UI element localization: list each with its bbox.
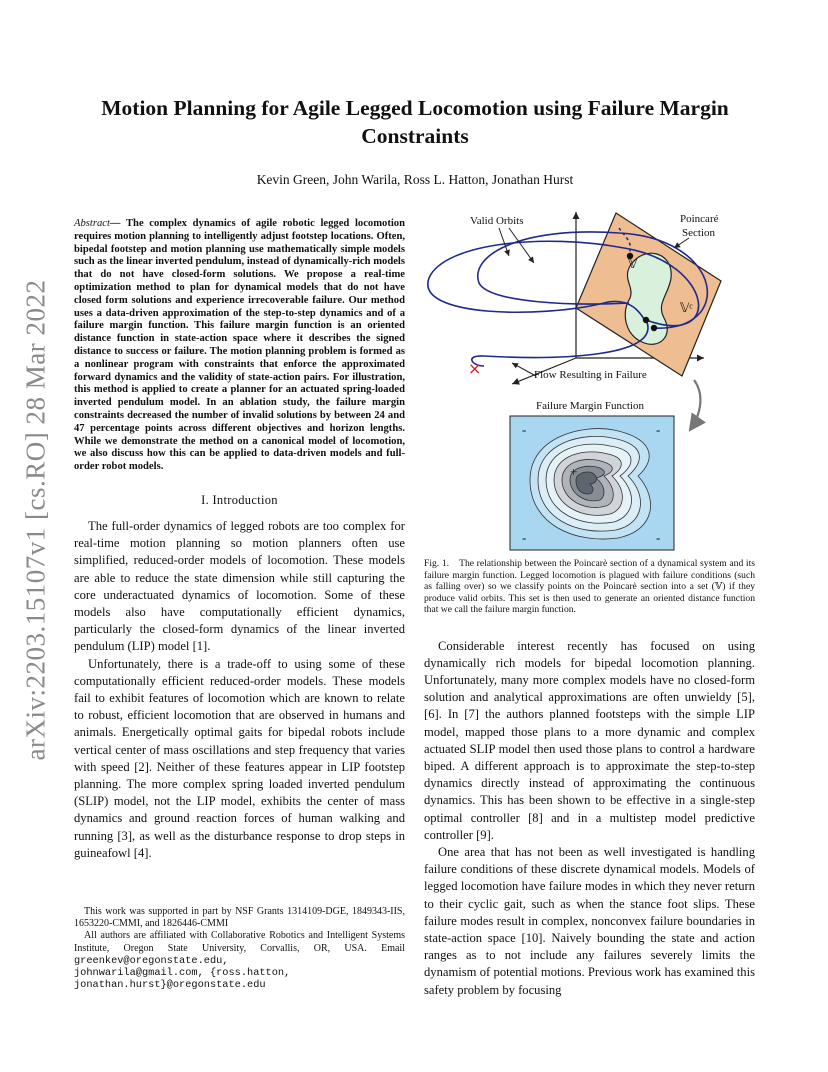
label-fmf: Failure Margin Function <box>536 400 644 412</box>
sign-positive: + <box>570 464 578 479</box>
transform-arrow <box>690 380 700 430</box>
label-poincare: Poincaré <box>680 213 719 225</box>
right-column <box>424 208 755 999</box>
figure-caption <box>424 558 755 616</box>
email-link[interactable]: johnwarila@gmail.com, {ross.hatton, <box>74 967 291 980</box>
footnote <box>74 906 405 991</box>
caption-text: The relationship between the Poincarè section of a dynamical system and its failure margin function. Legged locomotion is plagued with failure conditions (such as falling over) so we classify points on the Poincarè section into a set (𝕍) if they produce valid orbits. This set is then used to generate an oriented distance function that we call the failure margin function. <box>424 558 755 615</box>
failure-flow-arrow <box>512 363 536 376</box>
label-valid-orbits: Valid Orbits <box>470 215 524 227</box>
section-heading-introduction: I. Introduction <box>201 492 278 507</box>
sign-negative: - <box>656 422 661 437</box>
failure-marker: × <box>468 359 482 378</box>
intro-paragraph: The full-order dynamics of legged robots are too complex for real-time motion planning so motion planners often use simplified, reduced-order models of locomotion. These models are able to reduce the state dimension while still capturing the core underactuated dynamics of locomotion. Some of these models also have computationally efficient dynamics, particularly the closed-form dynamics of the linear inverted pendulum (LIP) model [1]. <box>74 518 405 654</box>
orbit-point <box>651 325 657 331</box>
paper-title: Motion Planning for Agile Legged Locomotion using Failure Margin Constraints <box>101 96 729 148</box>
caption-label: Fig. 1. <box>424 558 450 569</box>
right-paragraph: Considerable interest recently has focused on using dynamically rich models for bipedal locomotion planning. Unfortunately, many more complex models have no closed-form solution and analytical approximations are often unwieldy [5], [6]. In [7] the authors planned footsteps with the simple LIP model, mapped those plans to a more dynamic and complex actuated SLIP model then used those plans to control a hardware biped. A different approach is to approximate the step-to-step dynamics directly instead of approximating the continuous dynamics. This has been shown to be effective in a single-step optimal controller [8] and in a multistep model predictive controller [9]. <box>424 638 755 842</box>
email-link[interactable]: jonathan.hurst}@oregonstate.edu <box>74 979 266 992</box>
label-failure-flow: Flow Resulting in Failure <box>534 369 647 381</box>
abstract-lead: Abstract <box>74 218 110 229</box>
sign-negative: - <box>522 530 527 545</box>
left-column <box>74 218 405 862</box>
arxiv-stamp-text: arXiv:2203.15107v1 [cs.RO] 28 Mar 2022 <box>20 279 51 761</box>
label-invalid-set: 𝕍ᶜ <box>680 300 693 315</box>
intro-paragraph: Unfortunately, there is a trade-off to using some of these computationally efficient reduced-order models. These models fail to exhibit features of locomotion which are known to relate to robust, efficient locomotion that are observed in humans and animals. Energetically optimal gaits for bipedal robots include vertical center of mass oscillations and step frequency that varies with speed [2]. Neither of these features appear in LIP footstep planning. The more complex spring loaded inverted pendulum (SLIP) model, not the LIP model, exhibits the center of mass dynamics and ground reaction forces of human walking and running [3], as well as the disturbance response to drop steps in guineafowl [4]. <box>74 656 405 860</box>
label-valid-set: 𝕍 <box>628 256 638 271</box>
figure-1 <box>424 208 755 558</box>
orbit-point <box>643 317 649 323</box>
abstract <box>74 218 405 474</box>
abstract-text: — The complex dynamics of agile robotic legged locomotion requires motion planning to intelligently adjust footstep locations. Often, bipedal footstep and motion planning use mathematically simple models such as the linear inverted pendulum, instead of dynamically-rich models that do not have closed-form solutions. We propose a real-time optimization method to plan for dynamical models that do not have closed form solutions and experience irrecoverable failure. Our method uses a data-driven approximation of the step-to-step dynamics and of a failure margin function. This failure margin function is an oriented distance function in state-action space where it describes the signed distance to success or failure. The motion planning problem is formed as a nonlinear program with constraints that enforce the approximated forward dynamics and the validity of state-action pairs. For illustration, this method is applied to create a planner for an actuated spring-loaded inverted pendulum model. In an ablation study, the failure margin constraints decreased the number of invalid solutions by between 24 and 47 percentage points across different objectives and horizon lengths. While we demonstrate the method on a canonical model of locomotion, we also discuss how this can be applied to data-driven models and full-order robot models. <box>74 218 405 473</box>
right-paragraph: One area that has not been as well investigated is handling failure conditions of these discrete dynamical models. Models of legged locomotion have failure modes in which they never return to their cyclic gait, such as when the stance foot slips. These failure modes result in complex, nonconvex failure boundaries in state-action space [10]. Naively bounding the state and action ranges as to not include any failures severely limits the dynamism of potential motions. Previous work has examined this safety problem by focusing <box>424 844 755 997</box>
poincare-diagram <box>424 208 755 558</box>
label-section: Section <box>682 227 715 239</box>
email-link[interactable]: greenkev@oregonstate.edu, <box>74 954 229 967</box>
footnote-affiliation <box>74 930 405 991</box>
footnote-affiliation-text: All authors are affiliated with Collaborative Robotics and Intelligent Systems Institute, Oregon State University, Corvallis, OR, USA. Email <box>74 930 405 954</box>
sign-negative: - <box>522 422 527 437</box>
valid-orbits-arrow <box>499 228 509 256</box>
poincare-arrow <box>674 238 689 248</box>
footnote-support: This work was supported in part by NSF Grants 1314109-DGE, 1849343-IIS, 1653220-CMMI, and 1826446-CMMI <box>74 906 405 930</box>
valid-orbits-arrow <box>509 228 534 263</box>
sign-negative: - <box>656 530 661 545</box>
author-list: Kevin Green, John Warila, Ross L. Hatton, Jonathan Hurst <box>256 172 574 187</box>
